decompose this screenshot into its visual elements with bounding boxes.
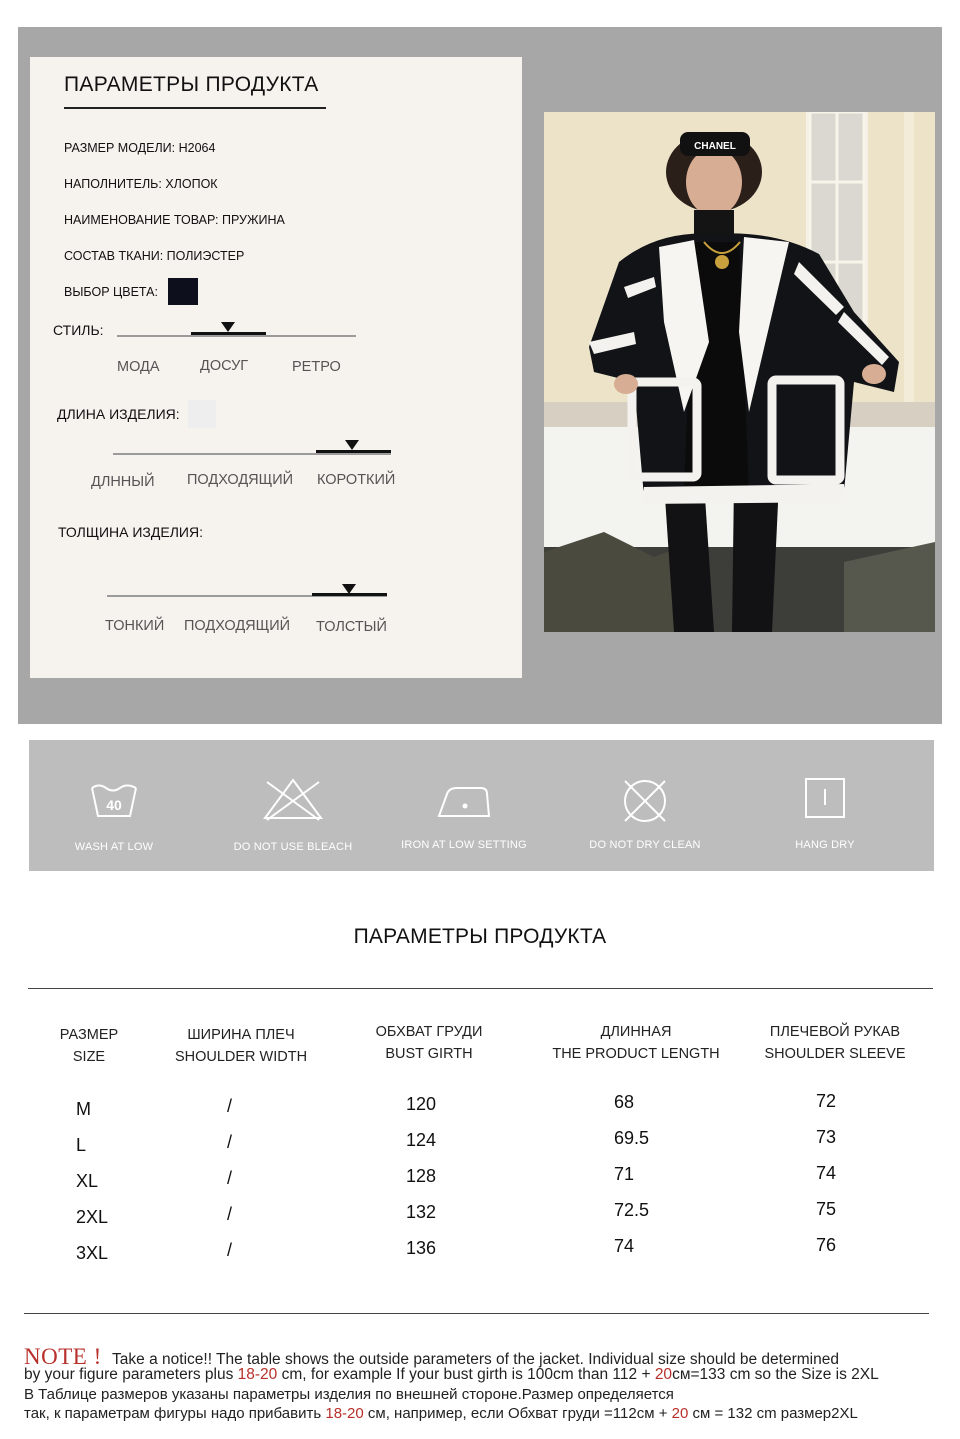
care-item-wash <box>24 740 204 871</box>
table-top-rule <box>28 988 933 989</box>
thickness-scale-marker <box>342 584 356 594</box>
cell-size: M <box>76 1099 91 1119</box>
style-scale-track <box>117 335 356 337</box>
header-bust-girth-ru: ОБХВАТ ГРУДИ <box>375 1024 483 1040</box>
care-label-bleach: DO NOT USE BLEACH <box>233 841 353 853</box>
cell-sleeve: 72 <box>816 1091 837 1111</box>
cell-length: 68 <box>614 1092 635 1112</box>
care-label-dry-clean: DO NOT DRY CLEAN <box>589 839 701 851</box>
thickness-option-thin: ТОНКИЙ <box>105 618 165 634</box>
style-label: СТИЛЬ: <box>53 322 104 338</box>
note-line-3: В Таблице размеров указаны параметры изделия по внешней стороне.Размер определяется <box>24 1386 674 1403</box>
header-bust-girth <box>349 1021 509 1065</box>
cell-shoulder: / <box>227 1168 233 1188</box>
spec-color-choice: ВЫБОР ЦВЕТА: <box>64 285 158 299</box>
care-label-hang-dry: HANG DRY <box>795 839 855 851</box>
product-photo <box>544 112 935 632</box>
cell-size: XL <box>76 1171 99 1191</box>
cell-bust: 124 <box>406 1130 437 1150</box>
size-note <box>24 1344 944 1422</box>
header-length <box>536 1021 736 1065</box>
note-highlight-2d: 20 <box>654 1366 673 1383</box>
note-text-4c: см, например, если Обхват груди =112см + <box>363 1405 672 1422</box>
style-option-fashion: МОДА <box>117 359 160 375</box>
note-line-4 <box>24 1405 944 1422</box>
note-heading: NOTE ! <box>24 1344 102 1369</box>
cell-bust: 128 <box>406 1166 437 1186</box>
style-option-retro: РЕТРО <box>292 359 341 375</box>
cell-shoulder: / <box>227 1132 233 1152</box>
no-bleach-icon <box>261 776 325 827</box>
care-item-bleach <box>203 740 383 871</box>
note-highlight-2b: 18-20 <box>237 1366 278 1383</box>
note-text-4a: так, к параметрам фигуры надо прибавить <box>24 1405 326 1422</box>
header-length-en: THE PRODUCT LENGTH <box>552 1046 720 1062</box>
cell-length: 69.5 <box>614 1128 650 1148</box>
header-size-en: SIZE <box>72 1049 106 1065</box>
length-option-long: ДЛННЫЙ <box>91 474 155 490</box>
cell-sleeve: 75 <box>816 1199 837 1219</box>
note-line-2 <box>24 1366 944 1384</box>
cell-bust: 132 <box>406 1202 437 1222</box>
style-scale-marker <box>221 322 235 332</box>
length-scale-marker <box>345 440 359 450</box>
length-scale-track <box>113 453 391 455</box>
headband-text: CHANEL <box>694 141 736 152</box>
thickness-option-thick: ТОЛСТЫЙ <box>316 619 387 635</box>
wash-40-icon <box>89 782 139 825</box>
spec-filler: НАПОЛНИТЕЛЬ: ХЛОПОК <box>64 177 218 191</box>
header-size-ru: РАЗМЕР <box>59 1027 119 1043</box>
no-dry-clean-icon <box>619 776 671 831</box>
note-highlight-4d: 20 <box>671 1405 689 1422</box>
cell-sleeve: 76 <box>816 1235 837 1255</box>
cell-sleeve: 73 <box>816 1127 837 1147</box>
iron-low-icon <box>435 784 493 825</box>
cell-size: 3XL <box>76 1243 109 1263</box>
care-label-iron: IRON AT LOW SETTING <box>401 839 527 851</box>
title-underline <box>64 107 326 109</box>
note-text-2a: by your figure parameters plus <box>24 1366 238 1383</box>
length-option-short: КОРОТКИЙ <box>317 472 396 488</box>
cell-shoulder: / <box>227 1204 233 1224</box>
header-bust-girth-en: BUST GIRTH <box>385 1046 473 1062</box>
cell-length: 71 <box>614 1164 635 1184</box>
header-shoulder-width <box>161 1024 321 1068</box>
card-title: ПАРАМЕТРЫ ПРОДУКТА <box>64 73 319 96</box>
note-text-2c: cm, for example If your bust girth is 100cm than 112 + <box>277 1366 655 1383</box>
note-highlight-4b: 18-20 <box>325 1405 364 1422</box>
spec-fabric: СОСТАВ ТКАНИ: ПОЛИЭСТЕР <box>64 249 245 263</box>
faint-square <box>188 400 216 428</box>
header-sleeve-ru: ПЛЕЧЕВОЙ РУКАВ <box>769 1024 901 1040</box>
table-bottom-rule <box>24 1313 929 1314</box>
cell-length: 74 <box>614 1236 635 1256</box>
note-text-1: Take a notice!! The table shows the outside parameters of the jacket. Individual size should be determined <box>112 1351 839 1368</box>
thickness-option-fit: ПОДХОДЯЩИЙ <box>184 618 291 634</box>
cell-shoulder: / <box>227 1240 233 1260</box>
header-sleeve-en: SHOULDER SLEEVE <box>764 1046 906 1062</box>
wash-temp: 40 <box>106 797 122 813</box>
length-scale-active <box>316 450 391 453</box>
cell-length: 72.5 <box>614 1200 650 1220</box>
header-shoulder-width-en: SHOULDER WIDTH <box>174 1049 308 1065</box>
care-item-iron <box>374 740 554 871</box>
length-option-fit: ПОДХОДЯЩИЙ <box>187 472 294 488</box>
header-length-ru: ДЛИННАЯ <box>600 1024 672 1040</box>
cell-shoulder: / <box>227 1096 233 1116</box>
color-swatch-black[interactable] <box>168 278 198 305</box>
length-label: ДЛИНА ИЗДЕЛИЯ: <box>57 406 180 422</box>
thickness-label: ТОЛЩИНА ИЗДЕЛИЯ: <box>58 524 203 540</box>
cell-size: 2XL <box>76 1207 109 1227</box>
spec-model-size: РАЗМЕР МОДЕЛИ: H2064 <box>64 141 216 155</box>
spec-product-name: НАИМЕНОВАНИЕ ТОВАР: ПРУЖИНА <box>64 213 285 227</box>
cell-bust: 136 <box>406 1238 437 1258</box>
header-size <box>39 1024 139 1068</box>
header-shoulder-width-ru: ШИРИНА ПЛЕЧ <box>187 1027 295 1043</box>
style-option-leisure: ДОСУГ <box>200 358 249 374</box>
hang-dry-icon <box>804 777 846 824</box>
note-text-2e: см=133 cm so the Size is 2XL <box>672 1366 879 1383</box>
cell-sleeve: 74 <box>816 1163 837 1183</box>
size-table-title: ПАРАМЕТРЫ ПРОДУКТА <box>353 925 607 948</box>
header-sleeve <box>745 1021 925 1065</box>
style-scale-active <box>191 332 266 335</box>
note-text-4e: см = 132 cm размер2XL <box>688 1405 858 1422</box>
care-item-dry-clean <box>555 740 735 871</box>
cell-size: L <box>76 1135 87 1155</box>
care-item-hang-dry <box>735 740 915 871</box>
cell-bust: 120 <box>406 1094 437 1114</box>
care-label-wash: WASH AT LOW <box>74 841 154 853</box>
